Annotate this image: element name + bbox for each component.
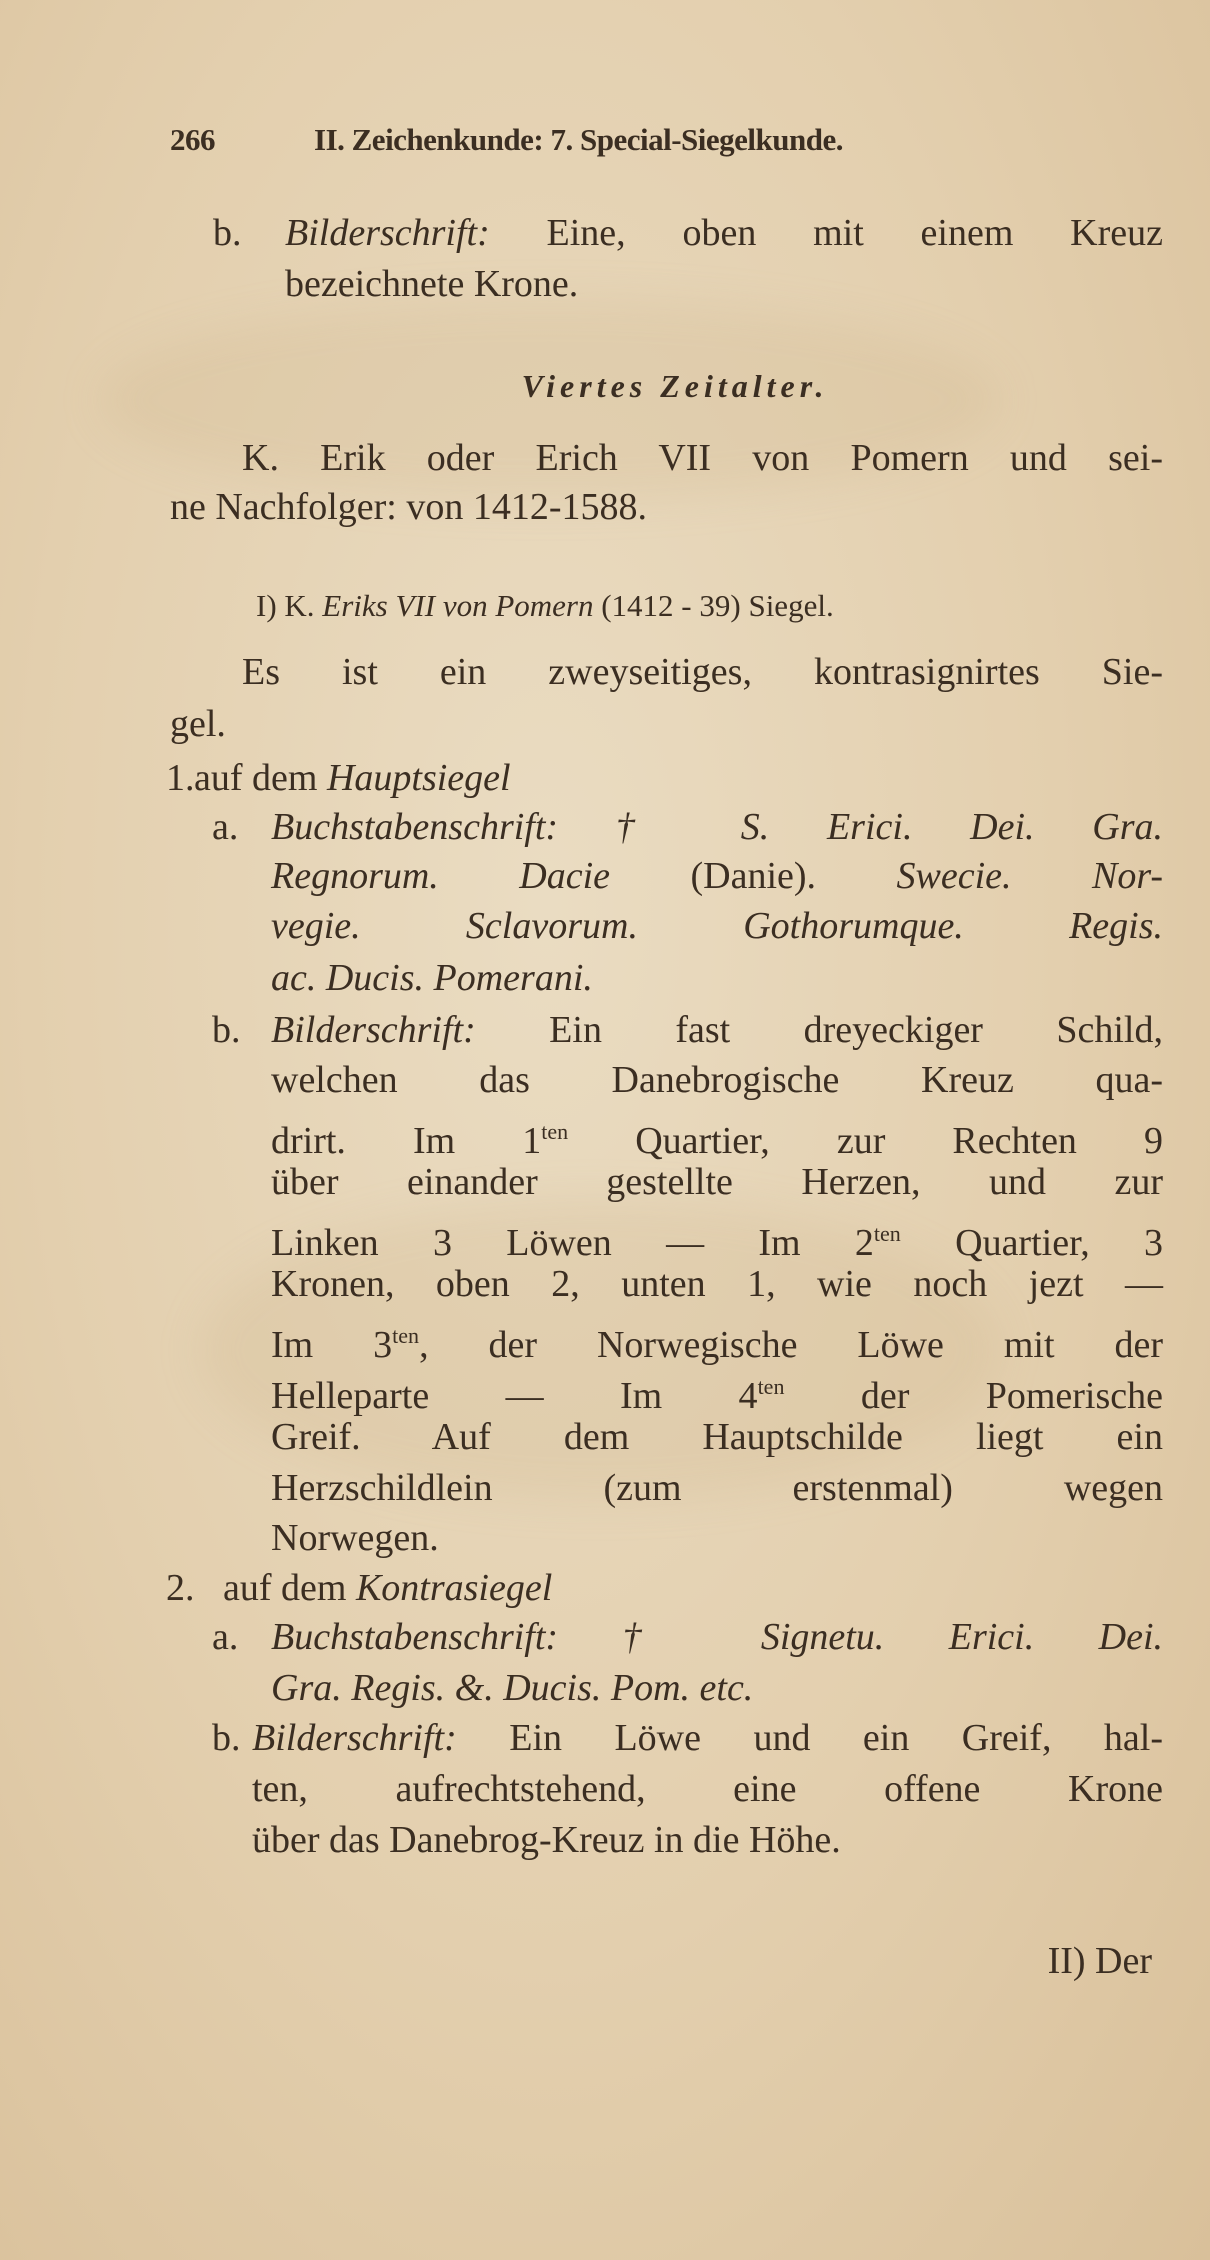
- text: welchen das Danebrogische Kreuz qua-: [271, 1059, 1163, 1101]
- italic-text: Bilderschrift:: [252, 1717, 457, 1759]
- italic-text: Buchstabenschrift: † S. Erici. Dei. Gra.: [271, 806, 1163, 848]
- text-line: [271, 851, 1163, 902]
- list-marker: 1.: [166, 757, 195, 799]
- italic-text: Viertes Zeitalter.: [521, 368, 829, 404]
- text: Norwegen.: [271, 1517, 439, 1559]
- superscript: ten: [873, 1221, 901, 1246]
- text-line: [166, 753, 511, 804]
- text-line: [271, 1513, 439, 1564]
- text-line: [170, 482, 647, 533]
- italic-text: Bilderschrift:: [285, 212, 490, 254]
- text-line: [271, 1106, 1163, 1162]
- text: auf dem: [194, 757, 327, 799]
- text-line: [271, 1208, 1164, 1264]
- text: drirt. Im 1: [271, 1120, 542, 1162]
- italic-text: Bilderschrift:: [271, 1009, 476, 1051]
- page-number: 266: [170, 122, 215, 157]
- text: Helleparte — Im 4: [271, 1375, 758, 1417]
- text: Greif. Auf dem Hauptschilde liegt ein: [271, 1416, 1163, 1458]
- list-marker: b.: [213, 212, 242, 254]
- list-marker: a.: [212, 806, 239, 848]
- text: gel.: [170, 703, 226, 745]
- italic-text: Eriks VII von Pomern: [322, 588, 594, 623]
- text: II) Der: [1047, 1940, 1152, 1982]
- text-line: [271, 1259, 1163, 1310]
- text-line: [271, 953, 593, 1004]
- italic-text: Buchstabenschrift: † Signetu. Erici. Dei.: [271, 1616, 1163, 1658]
- text: Im 3: [271, 1324, 393, 1366]
- list-marker: 2.: [166, 1567, 195, 1609]
- text-line: [271, 1310, 1164, 1366]
- text: Linken 3 Löwen — Im 2: [271, 1222, 874, 1264]
- italic-text: ac. Ducis. Pomerani.: [271, 957, 593, 999]
- text-line: [271, 1055, 1163, 1106]
- text: Ein fast dreyeckiger Schild,: [475, 1009, 1163, 1051]
- text-line: [212, 1005, 1163, 1056]
- text-line: [271, 1412, 1163, 1463]
- text-line: [170, 699, 226, 750]
- text-line: [252, 1815, 841, 1866]
- text-line: [271, 1663, 753, 1714]
- text: der Pomerische: [784, 1375, 1164, 1417]
- text: Es ist ein zweyseitiges, kontrasignirtes Sie-: [242, 651, 1163, 693]
- superscript: ten: [757, 1374, 785, 1399]
- text: Ein Löwe und ein Greif, hal-: [456, 1717, 1163, 1759]
- text: I) K.: [256, 588, 323, 623]
- text: über das Danebrog-Kreuz in die Höhe.: [252, 1819, 841, 1861]
- italic-text: Gra. Regis. &. Ducis. Pom. etc.: [271, 1667, 754, 1709]
- italic-text: Hauptsiegel: [326, 757, 511, 799]
- text: (1412 - 39) Siegel.: [593, 588, 834, 623]
- list-marker: b.: [212, 1717, 241, 1759]
- text: Quartier, zur Rechten 9: [568, 1120, 1163, 1162]
- italic-text: Kontrasiegel: [355, 1567, 553, 1609]
- text: Herzschildlein (zum erstenmal) wegen: [271, 1467, 1163, 1509]
- text: auf dem: [223, 1567, 356, 1609]
- text-line: [242, 647, 1163, 698]
- running-head: II. Zeichenkunde: 7. Special-Siegelkunde.: [314, 122, 843, 157]
- text-line: [166, 1563, 552, 1614]
- text-line: [271, 1361, 1164, 1417]
- text-line: [0, 361, 1210, 412]
- text-line: [271, 1463, 1163, 1514]
- text-line: [271, 1157, 1163, 1208]
- text-line: [271, 901, 1163, 952]
- text: Eine, oben mit einem Kreuz: [489, 212, 1163, 254]
- text: (Danie).: [610, 855, 897, 897]
- text-line: [212, 1713, 1163, 1764]
- superscript: ten: [541, 1119, 569, 1144]
- superscript: ten: [392, 1323, 420, 1348]
- text: Quartier, 3: [900, 1222, 1164, 1264]
- text: über einander gestellte Herzen, und zur: [271, 1161, 1163, 1203]
- italic-text: Swecie. Nor-: [896, 855, 1163, 897]
- text-line: [242, 433, 1163, 484]
- list-marker: a.: [212, 1616, 239, 1658]
- text-line: [212, 802, 1163, 853]
- text-line: [285, 259, 578, 310]
- text: ne Nachfolger: von 1412-1588.: [170, 486, 647, 528]
- list-marker: b.: [212, 1009, 241, 1051]
- italic-text: vegie. Sclavorum. Gothorumque. Regis.: [271, 905, 1163, 947]
- italic-text: Regnorum. Dacie: [271, 855, 611, 897]
- text-line: [252, 1764, 1163, 1815]
- text: Kronen, oben 2, unten 1, wie noch jezt —: [271, 1263, 1163, 1305]
- text-line: [1048, 1936, 1152, 1987]
- text: , der Norwegische Löwe mit der: [419, 1324, 1164, 1366]
- text: ten, aufrechtstehend, eine offene Krone: [252, 1768, 1163, 1810]
- text-line: [256, 580, 834, 631]
- text-line: [213, 208, 1163, 259]
- text: K. Erik oder Erich VII von Pomern und sei-: [242, 437, 1163, 479]
- text-line: [212, 1612, 1163, 1663]
- text: bezeichnete Krone.: [285, 263, 579, 305]
